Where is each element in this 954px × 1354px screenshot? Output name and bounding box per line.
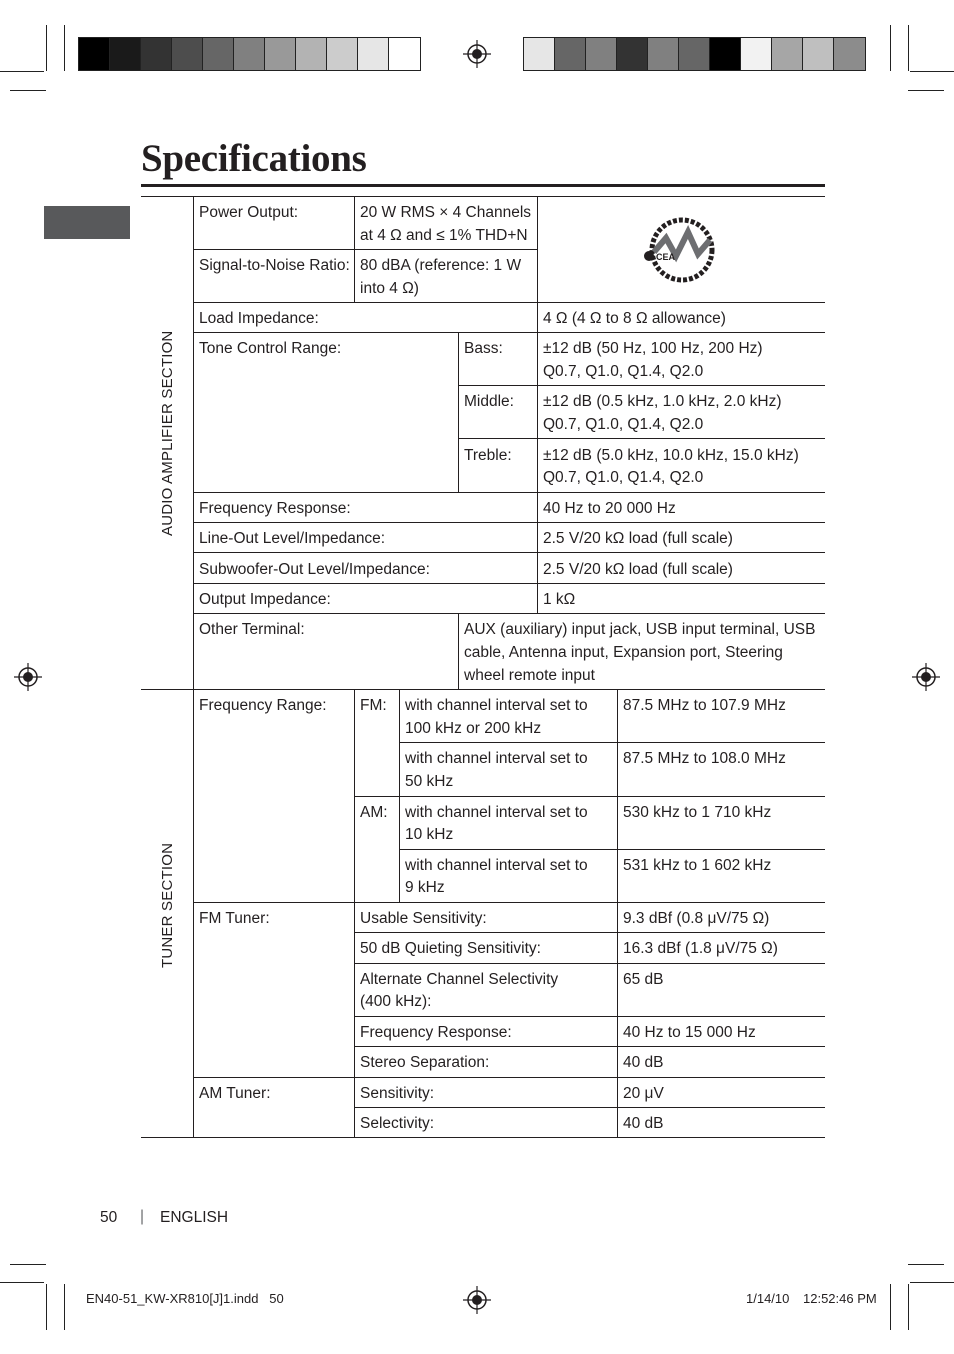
- am-label: AM:: [360, 804, 388, 821]
- fm-condition: 100 kHz or 200 kHz: [405, 720, 542, 737]
- table-rule: [537, 196, 538, 613]
- quieting-sensitivity-label: 50 dB Quieting Sensitivity:: [360, 940, 541, 957]
- fm-label: FM:: [360, 697, 387, 714]
- color-swatch: [265, 38, 296, 70]
- fm-frequency-response-value: 40 Hz to 15 000 Hz: [623, 1024, 756, 1041]
- stereo-separation-label: Stereo Separation:: [360, 1054, 490, 1071]
- color-swatch: [296, 38, 327, 70]
- slug-date: 1/14/10: [746, 1291, 790, 1306]
- table-rule: [458, 385, 825, 386]
- table-rule: [193, 492, 825, 493]
- bass-value: Q0.7, Q1.0, Q1.4, Q2.0: [543, 363, 704, 380]
- table-rule: [354, 963, 825, 964]
- table-rule: [399, 849, 825, 850]
- treble-label: Treble:: [464, 447, 512, 464]
- table-rule: [141, 1137, 825, 1138]
- table-rule: [193, 302, 825, 303]
- page-number: 50: [100, 1209, 118, 1226]
- color-swatch: [710, 38, 741, 70]
- color-swatch: [141, 38, 172, 70]
- am-range-value: 531 kHz to 1 602 kHz: [623, 857, 772, 874]
- color-swatch: [586, 38, 617, 70]
- am-condition: with channel interval set to: [405, 804, 588, 821]
- section-label-tuner: TUNER SECTION: [159, 842, 176, 968]
- table-rule: [354, 689, 355, 1137]
- treble-value: Q0.7, Q1.0, Q1.4, Q2.0: [543, 469, 704, 486]
- tone-control-label: Tone Control Range:: [199, 340, 342, 357]
- title-rule: [141, 184, 825, 187]
- crop-mark: [0, 1282, 44, 1283]
- table-rule: [193, 196, 194, 1137]
- fm-condition: with channel interval set to: [405, 750, 588, 767]
- snr-value: into 4 Ω): [360, 280, 419, 297]
- table-rule: [354, 796, 825, 797]
- footer-separator: |: [140, 1208, 145, 1225]
- subwoofer-out-value: 2.5 V/20 kΩ load (full scale): [543, 561, 733, 578]
- cea-2006-compliant-logo-icon: [636, 210, 726, 290]
- crop-mark: [910, 1282, 954, 1283]
- crop-mark: [910, 71, 954, 72]
- alternate-selectivity-label: (400 kHz):: [360, 993, 432, 1010]
- table-rule: [399, 742, 825, 743]
- registration-mark-icon: [14, 663, 42, 691]
- table-rule: [193, 249, 537, 250]
- color-swatch: [741, 38, 772, 70]
- am-sensitivity-label: Sensitivity:: [360, 1085, 435, 1102]
- middle-value: Q0.7, Q1.0, Q1.4, Q2.0: [543, 416, 704, 433]
- svg-text:CEA: CEA: [656, 252, 676, 262]
- footer-language: ENGLISH: [160, 1209, 229, 1226]
- usable-sensitivity-value: 9.3 dBf (0.8 μV/75 Ω): [623, 910, 770, 927]
- crop-mark: [908, 25, 909, 71]
- am-condition: 9 kHz: [405, 879, 445, 896]
- color-bar-left: [78, 37, 421, 71]
- crop-mark: [890, 1284, 891, 1330]
- color-swatch: [524, 38, 555, 70]
- middle-value: ±12 dB (0.5 kHz, 1.0 kHz, 2.0 kHz): [543, 393, 782, 410]
- am-tuner-label: AM Tuner:: [199, 1085, 271, 1102]
- color-swatch: [679, 38, 710, 70]
- crop-mark: [908, 90, 944, 91]
- subwoofer-out-label: Subwoofer-Out Level/Impedance:: [199, 561, 430, 578]
- page-title: Specifications: [141, 137, 367, 180]
- table-rule: [141, 196, 825, 197]
- bass-value: ±12 dB (50 Hz, 100 Hz, 200 Hz): [543, 340, 763, 357]
- power-output-value: 20 W RMS × 4 Channels: [360, 204, 532, 221]
- color-swatch: [772, 38, 803, 70]
- fm-condition: with channel interval set to: [405, 697, 588, 714]
- am-condition: 10 kHz: [405, 826, 454, 843]
- color-swatch: [617, 38, 648, 70]
- frequency-range-label: Frequency Range:: [199, 697, 327, 714]
- slug-time: 12:52:46 PM: [803, 1291, 877, 1306]
- color-swatch: [555, 38, 586, 70]
- table-rule: [141, 689, 825, 690]
- crop-mark: [64, 25, 65, 71]
- table-rule: [354, 196, 355, 302]
- fm-condition: 50 kHz: [405, 773, 454, 790]
- am-selectivity-value: 40 dB: [623, 1115, 664, 1132]
- line-out-label: Line-Out Level/Impedance:: [199, 530, 386, 547]
- frequency-response-label: Frequency Response:: [199, 500, 351, 517]
- crop-mark: [890, 25, 891, 71]
- color-swatch: [648, 38, 679, 70]
- am-range-value: 530 kHz to 1 710 kHz: [623, 804, 772, 821]
- table-rule: [399, 689, 400, 902]
- crop-mark: [0, 71, 44, 72]
- crop-mark: [908, 1264, 944, 1265]
- table-rule: [458, 613, 459, 689]
- other-terminal-label: Other Terminal:: [199, 621, 305, 638]
- stereo-separation-value: 40 dB: [623, 1054, 664, 1071]
- fm-range-value: 87.5 MHz to 108.0 MHz: [623, 750, 786, 767]
- treble-value: ±12 dB (5.0 kHz, 10.0 kHz, 15.0 kHz): [543, 447, 799, 464]
- fm-range-value: 87.5 MHz to 107.9 MHz: [623, 697, 786, 714]
- color-swatch: [203, 38, 234, 70]
- table-rule: [193, 613, 825, 614]
- table-rule: [354, 1046, 825, 1047]
- color-bar-right: [523, 37, 866, 71]
- color-swatch: [172, 38, 203, 70]
- frequency-response-value: 40 Hz to 20 000 Hz: [543, 500, 676, 517]
- fm-tuner-label: FM Tuner:: [199, 910, 270, 927]
- crop-mark: [46, 25, 47, 71]
- table-rule: [354, 1107, 825, 1108]
- crop-mark: [908, 1284, 909, 1330]
- table-rule: [458, 438, 825, 439]
- slug-filename: EN40-51_KW-XR810[J]1.indd 50: [86, 1291, 284, 1306]
- crop-mark: [64, 1284, 65, 1330]
- am-sensitivity-value: 20 μV: [623, 1085, 664, 1102]
- registration-mark-icon: [912, 663, 940, 691]
- table-rule: [354, 1016, 825, 1017]
- color-swatch: [803, 38, 834, 70]
- load-impedance-value: 4 Ω (4 Ω to 8 Ω allowance): [543, 310, 726, 327]
- output-impedance-value: 1 kΩ: [543, 591, 576, 608]
- color-swatch: [834, 38, 865, 70]
- color-swatch: [358, 38, 389, 70]
- am-selectivity-label: Selectivity:: [360, 1115, 435, 1132]
- color-swatch: [389, 38, 420, 70]
- bass-label: Bass:: [464, 340, 503, 357]
- load-impedance-label: Load Impedance:: [199, 310, 319, 327]
- color-swatch: [327, 38, 358, 70]
- table-rule: [458, 332, 459, 492]
- registration-mark-icon: [463, 1286, 491, 1314]
- power-output-label: Power Output:: [199, 204, 299, 221]
- am-condition: with channel interval set to: [405, 857, 588, 874]
- table-rule: [354, 932, 825, 933]
- section-tab: [44, 206, 130, 239]
- middle-label: Middle:: [464, 393, 514, 410]
- crop-mark: [46, 1284, 47, 1330]
- crop-mark: [10, 90, 46, 91]
- alternate-selectivity-label: Alternate Channel Selectivity: [360, 971, 559, 988]
- line-out-value: 2.5 V/20 kΩ load (full scale): [543, 530, 733, 547]
- table-rule: [193, 332, 825, 333]
- other-terminal-value: AUX (auxiliary) input jack, USB input terminal, USB: [464, 621, 816, 638]
- snr-label: Signal-to-Noise Ratio:: [199, 257, 350, 274]
- color-swatch: [79, 38, 110, 70]
- other-terminal-value: wheel remote input: [464, 667, 595, 684]
- power-output-value: at 4 Ω and ≤ 1% THD+N: [360, 227, 528, 244]
- fm-frequency-response-label: Frequency Response:: [360, 1024, 512, 1041]
- usable-sensitivity-label: Usable Sensitivity:: [360, 910, 487, 927]
- table-rule: [193, 552, 825, 553]
- section-label-audio: AUDIO AMPLIFIER SECTION: [159, 330, 176, 536]
- table-rule: [193, 902, 825, 903]
- color-swatch: [110, 38, 141, 70]
- color-swatch: [234, 38, 265, 70]
- table-rule: [193, 522, 825, 523]
- table-rule: [617, 689, 618, 1137]
- quieting-sensitivity-value: 16.3 dBf (1.8 μV/75 Ω): [623, 940, 778, 957]
- registration-mark-icon: [463, 40, 491, 68]
- snr-value: 80 dBA (reference: 1 W: [360, 257, 522, 274]
- other-terminal-value: cable, Antenna input, Expansion port, Steering: [464, 644, 783, 661]
- table-rule: [193, 583, 825, 584]
- alternate-selectivity-value: 65 dB: [623, 971, 664, 988]
- output-impedance-label: Output Impedance:: [199, 591, 331, 608]
- crop-mark: [10, 1264, 46, 1265]
- table-rule: [193, 1077, 825, 1078]
